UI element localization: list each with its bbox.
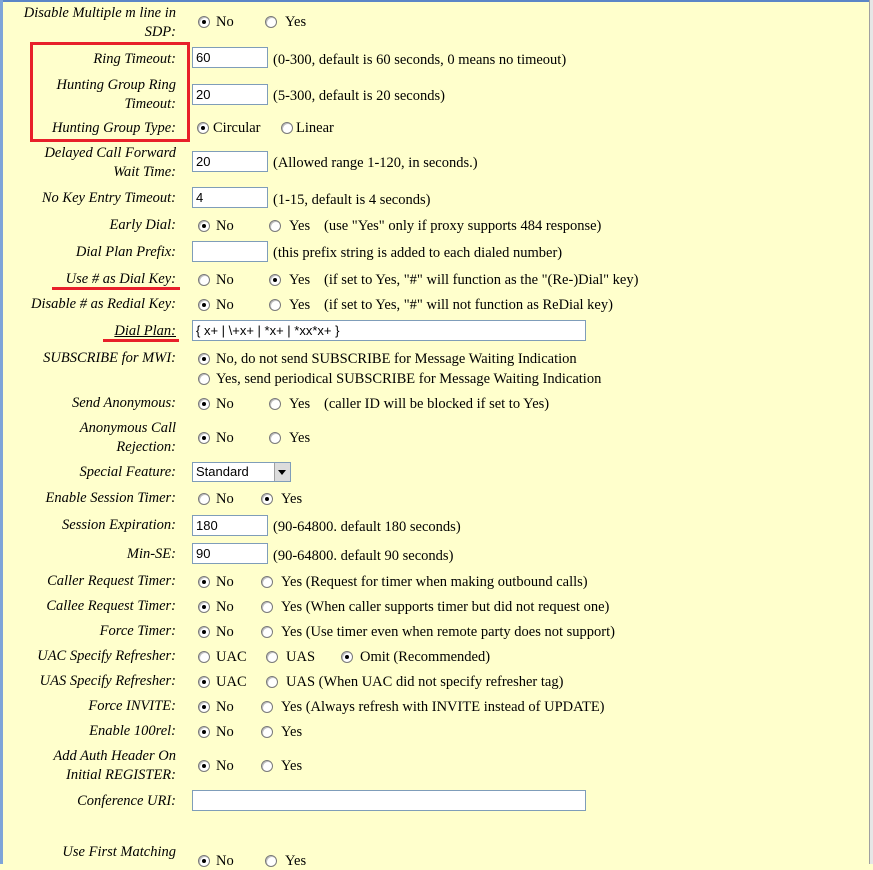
session-expiration-hint: (90-64800. default 180 seconds) bbox=[273, 519, 461, 535]
highlight-underline-dial-key bbox=[52, 287, 180, 290]
use-hash-dial-key-yes-label: Yes bbox=[289, 272, 311, 288]
label-callee-request-timer: Callee Request Timer: bbox=[46, 598, 176, 614]
use-hash-dial-key-no-label: No bbox=[216, 272, 234, 288]
disable-hash-redial-yes-radio[interactable] bbox=[269, 299, 281, 311]
enable-session-timer-no-radio[interactable] bbox=[198, 493, 210, 505]
enable-session-timer-no-label: No bbox=[216, 491, 234, 507]
early-dial-hint: (use "Yes" only if proxy supports 484 response) bbox=[324, 218, 602, 234]
hunting-group-circular-label: Circular bbox=[213, 120, 261, 136]
add-auth-header-no-label: No bbox=[216, 758, 234, 774]
callee-request-timer-no-label: No bbox=[216, 599, 234, 615]
disable-hash-redial-yes-label: Yes bbox=[289, 297, 311, 313]
subscribe-mwi-no-radio[interactable] bbox=[198, 353, 210, 365]
anonymous-call-rejection-no-radio[interactable] bbox=[198, 432, 210, 444]
force-timer-no-radio[interactable] bbox=[198, 626, 210, 638]
send-anonymous-hint: (caller ID will be blocked if set to Yes) bbox=[324, 396, 550, 412]
label-min-se: Min-SE: bbox=[126, 546, 176, 562]
disable-hash-redial-hint: (if set to Yes, "#" will not function as ReDial key) bbox=[324, 297, 613, 313]
label-force-invite: Force INVITE: bbox=[88, 698, 176, 714]
label-enable-session-timer: Enable Session Timer: bbox=[45, 490, 176, 506]
label-send-anonymous: Send Anonymous: bbox=[71, 395, 176, 411]
uac-refresher-omit-radio[interactable] bbox=[341, 651, 353, 663]
disable-m-line-no-label: No bbox=[216, 14, 234, 30]
label-delayed-call-forward: Delayed Call Forward Wait Time: bbox=[44, 145, 176, 180]
add-auth-header-no-radio[interactable] bbox=[198, 760, 210, 772]
enable-100rel-no-radio[interactable] bbox=[198, 726, 210, 738]
label-session-expiration: Session Expiration: bbox=[62, 517, 176, 533]
callee-request-timer-yes-label: Yes (When caller supports timer but did not request one) bbox=[281, 599, 610, 615]
label-uas-specify-refresher: UAS Specify Refresher: bbox=[39, 673, 176, 689]
ring-timeout-input[interactable]: 60 bbox=[192, 47, 268, 68]
dial-plan-prefix-hint: (this prefix string is added to each dialed number) bbox=[273, 245, 563, 261]
hunting-group-ring-timeout-hint: (5-300, default is 20 seconds) bbox=[273, 88, 445, 104]
force-timer-no-label: No bbox=[216, 624, 234, 640]
no-key-entry-timeout-hint: (1-15, default is 4 seconds) bbox=[273, 192, 431, 208]
label-use-hash-dial-key: Use # as Dial Key: bbox=[65, 271, 176, 287]
subscribe-mwi-yes-radio[interactable] bbox=[198, 373, 210, 385]
hunting-group-linear-label: Linear bbox=[296, 120, 334, 136]
disable-hash-redial-no-label: No bbox=[216, 297, 234, 313]
label-disable-hash-redial: Disable # as Redial Key: bbox=[31, 296, 176, 312]
label-disable-m-line: Disable Multiple m line in SDP: bbox=[23, 5, 176, 40]
hunting-group-linear-radio[interactable] bbox=[281, 122, 293, 134]
hunting-group-ring-timeout-input[interactable]: 20 bbox=[192, 84, 268, 105]
caller-request-timer-yes-radio[interactable] bbox=[261, 576, 273, 588]
force-invite-no-radio[interactable] bbox=[198, 701, 210, 713]
anonymous-call-rejection-yes-label: Yes bbox=[289, 430, 311, 446]
dial-plan-prefix-input[interactable] bbox=[192, 241, 268, 262]
use-first-matching-no-label: No bbox=[216, 853, 234, 869]
early-dial-no-label: No bbox=[216, 218, 234, 234]
label-use-first-matching: Use First Matching bbox=[62, 844, 176, 860]
window-top-border bbox=[0, 0, 873, 2]
force-timer-yes-radio[interactable] bbox=[261, 626, 273, 638]
delayed-call-forward-input[interactable]: 20 bbox=[192, 151, 268, 172]
force-timer-yes-label: Yes (Use timer even when remote party does not support) bbox=[281, 624, 615, 640]
send-anonymous-yes-label: Yes bbox=[289, 396, 311, 412]
delayed-call-forward-hint: (Allowed range 1-120, in seconds.) bbox=[273, 155, 478, 171]
add-auth-header-yes-label: Yes bbox=[281, 758, 303, 774]
use-first-matching-yes-label: Yes bbox=[285, 853, 307, 869]
send-anonymous-no-radio[interactable] bbox=[198, 398, 210, 410]
chevron-down-icon[interactable] bbox=[274, 463, 290, 481]
highlight-underline-dial-plan bbox=[103, 339, 179, 342]
label-no-key-entry-timeout: No Key Entry Timeout: bbox=[41, 190, 176, 206]
label-add-auth-header: Add Auth Header On Initial REGISTER: bbox=[53, 748, 176, 783]
caller-request-timer-yes-label: Yes (Request for timer when making outbound calls) bbox=[281, 574, 588, 590]
no-key-entry-timeout-input[interactable]: 4 bbox=[192, 187, 268, 208]
special-feature-value: Standard bbox=[196, 464, 249, 479]
early-dial-yes-radio[interactable] bbox=[269, 220, 281, 232]
label-early-dial: Early Dial: bbox=[109, 217, 176, 233]
enable-session-timer-yes-label: Yes bbox=[281, 491, 303, 507]
force-invite-yes-radio[interactable] bbox=[261, 701, 273, 713]
window-left-border bbox=[0, 0, 3, 864]
enable-100rel-yes-label: Yes bbox=[281, 724, 303, 740]
uas-refresher-uac-radio[interactable] bbox=[198, 676, 210, 688]
label-conference-uri: Conference URI: bbox=[77, 793, 176, 809]
label-hunting-group-type: Hunting Group Type: bbox=[51, 120, 176, 136]
anonymous-call-rejection-yes-radio[interactable] bbox=[269, 432, 281, 444]
force-invite-yes-label: Yes (Always refresh with INVITE instead of UPDATE) bbox=[281, 699, 605, 715]
send-anonymous-yes-radio[interactable] bbox=[269, 398, 281, 410]
label-enable-100rel: Enable 100rel: bbox=[89, 723, 176, 739]
caller-request-timer-no-label: No bbox=[216, 574, 234, 590]
label-subscribe-mwi: SUBSCRIBE for MWI: bbox=[43, 350, 176, 366]
send-anonymous-no-label: No bbox=[216, 396, 234, 412]
scrollbar-track[interactable] bbox=[869, 0, 873, 864]
early-dial-no-radio[interactable] bbox=[198, 220, 210, 232]
conference-uri-input[interactable] bbox=[192, 790, 586, 811]
label-ring-timeout: Ring Timeout: bbox=[93, 51, 176, 67]
anonymous-call-rejection-no-label: No bbox=[216, 430, 234, 446]
uac-refresher-uas-label: UAS bbox=[286, 649, 316, 665]
caller-request-timer-no-radio[interactable] bbox=[198, 576, 210, 588]
subscribe-mwi-yes-label: Yes, send periodical SUBSCRIBE for Message Waiting Indication bbox=[216, 371, 602, 387]
special-feature-select[interactable] bbox=[192, 462, 291, 482]
uac-refresher-uas-radio[interactable] bbox=[266, 651, 278, 663]
min-se-hint: (90-64800. default 90 seconds) bbox=[273, 548, 454, 564]
early-dial-yes-label: Yes bbox=[289, 218, 311, 234]
use-first-matching-no-radio[interactable] bbox=[198, 855, 210, 867]
use-hash-dial-key-yes-radio[interactable] bbox=[269, 274, 281, 286]
label-force-timer: Force Timer: bbox=[99, 623, 176, 639]
uac-refresher-uac-radio[interactable] bbox=[198, 651, 210, 663]
use-first-matching-yes-radio[interactable] bbox=[265, 855, 277, 867]
disable-m-line-no-radio[interactable] bbox=[198, 16, 210, 28]
label-dial-plan-prefix: Dial Plan Prefix: bbox=[75, 244, 176, 260]
disable-hash-redial-no-radio[interactable] bbox=[198, 299, 210, 311]
label-hunting-group-ring-timeout: Hunting Group Ring Timeout: bbox=[56, 77, 176, 112]
enable-100rel-yes-radio[interactable] bbox=[261, 726, 273, 738]
label-dial-plan: Dial Plan: bbox=[114, 323, 176, 339]
disable-m-line-yes-radio[interactable] bbox=[265, 16, 277, 28]
uac-refresher-omit-label: Omit (Recommended) bbox=[360, 649, 491, 665]
enable-session-timer-yes-radio[interactable] bbox=[261, 493, 273, 505]
session-expiration-input[interactable]: 180 bbox=[192, 515, 268, 536]
ring-timeout-hint: (0-300, default is 60 seconds, 0 means no timeout) bbox=[273, 52, 567, 68]
use-hash-dial-key-hint: (if set to Yes, "#" will function as the "(Re-)Dial" key) bbox=[324, 272, 639, 288]
enable-100rel-no-label: No bbox=[216, 724, 234, 740]
dial-plan-input[interactable]: { x+ | \+x+ | *x+ | *xx*x+ } bbox=[192, 320, 586, 341]
use-hash-dial-key-no-radio[interactable] bbox=[198, 274, 210, 286]
label-caller-request-timer: Caller Request Timer: bbox=[47, 573, 176, 589]
highlight-box-hunting bbox=[30, 42, 190, 142]
callee-request-timer-yes-radio[interactable] bbox=[261, 601, 273, 613]
callee-request-timer-no-radio[interactable] bbox=[198, 601, 210, 613]
disable-m-line-yes-label: Yes bbox=[285, 14, 307, 30]
force-invite-no-label: No bbox=[216, 699, 234, 715]
uas-refresher-uac-label: UAC bbox=[216, 674, 247, 690]
label-anonymous-call-rejection: Anonymous Call Rejection: bbox=[79, 420, 176, 455]
label-special-feature: Special Feature: bbox=[79, 464, 176, 480]
hunting-group-circular-radio[interactable] bbox=[197, 122, 209, 134]
label-uac-specify-refresher: UAC Specify Refresher: bbox=[37, 648, 176, 664]
min-se-input[interactable]: 90 bbox=[192, 543, 268, 564]
uas-refresher-uas-label: UAS (When UAC did not specify refresher tag) bbox=[286, 674, 564, 690]
uas-refresher-uas-radio[interactable] bbox=[266, 676, 278, 688]
add-auth-header-yes-radio[interactable] bbox=[261, 760, 273, 772]
subscribe-mwi-no-label: No, do not send SUBSCRIBE for Message Waiting Indication bbox=[216, 351, 577, 367]
uac-refresher-uac-label: UAC bbox=[216, 649, 247, 665]
